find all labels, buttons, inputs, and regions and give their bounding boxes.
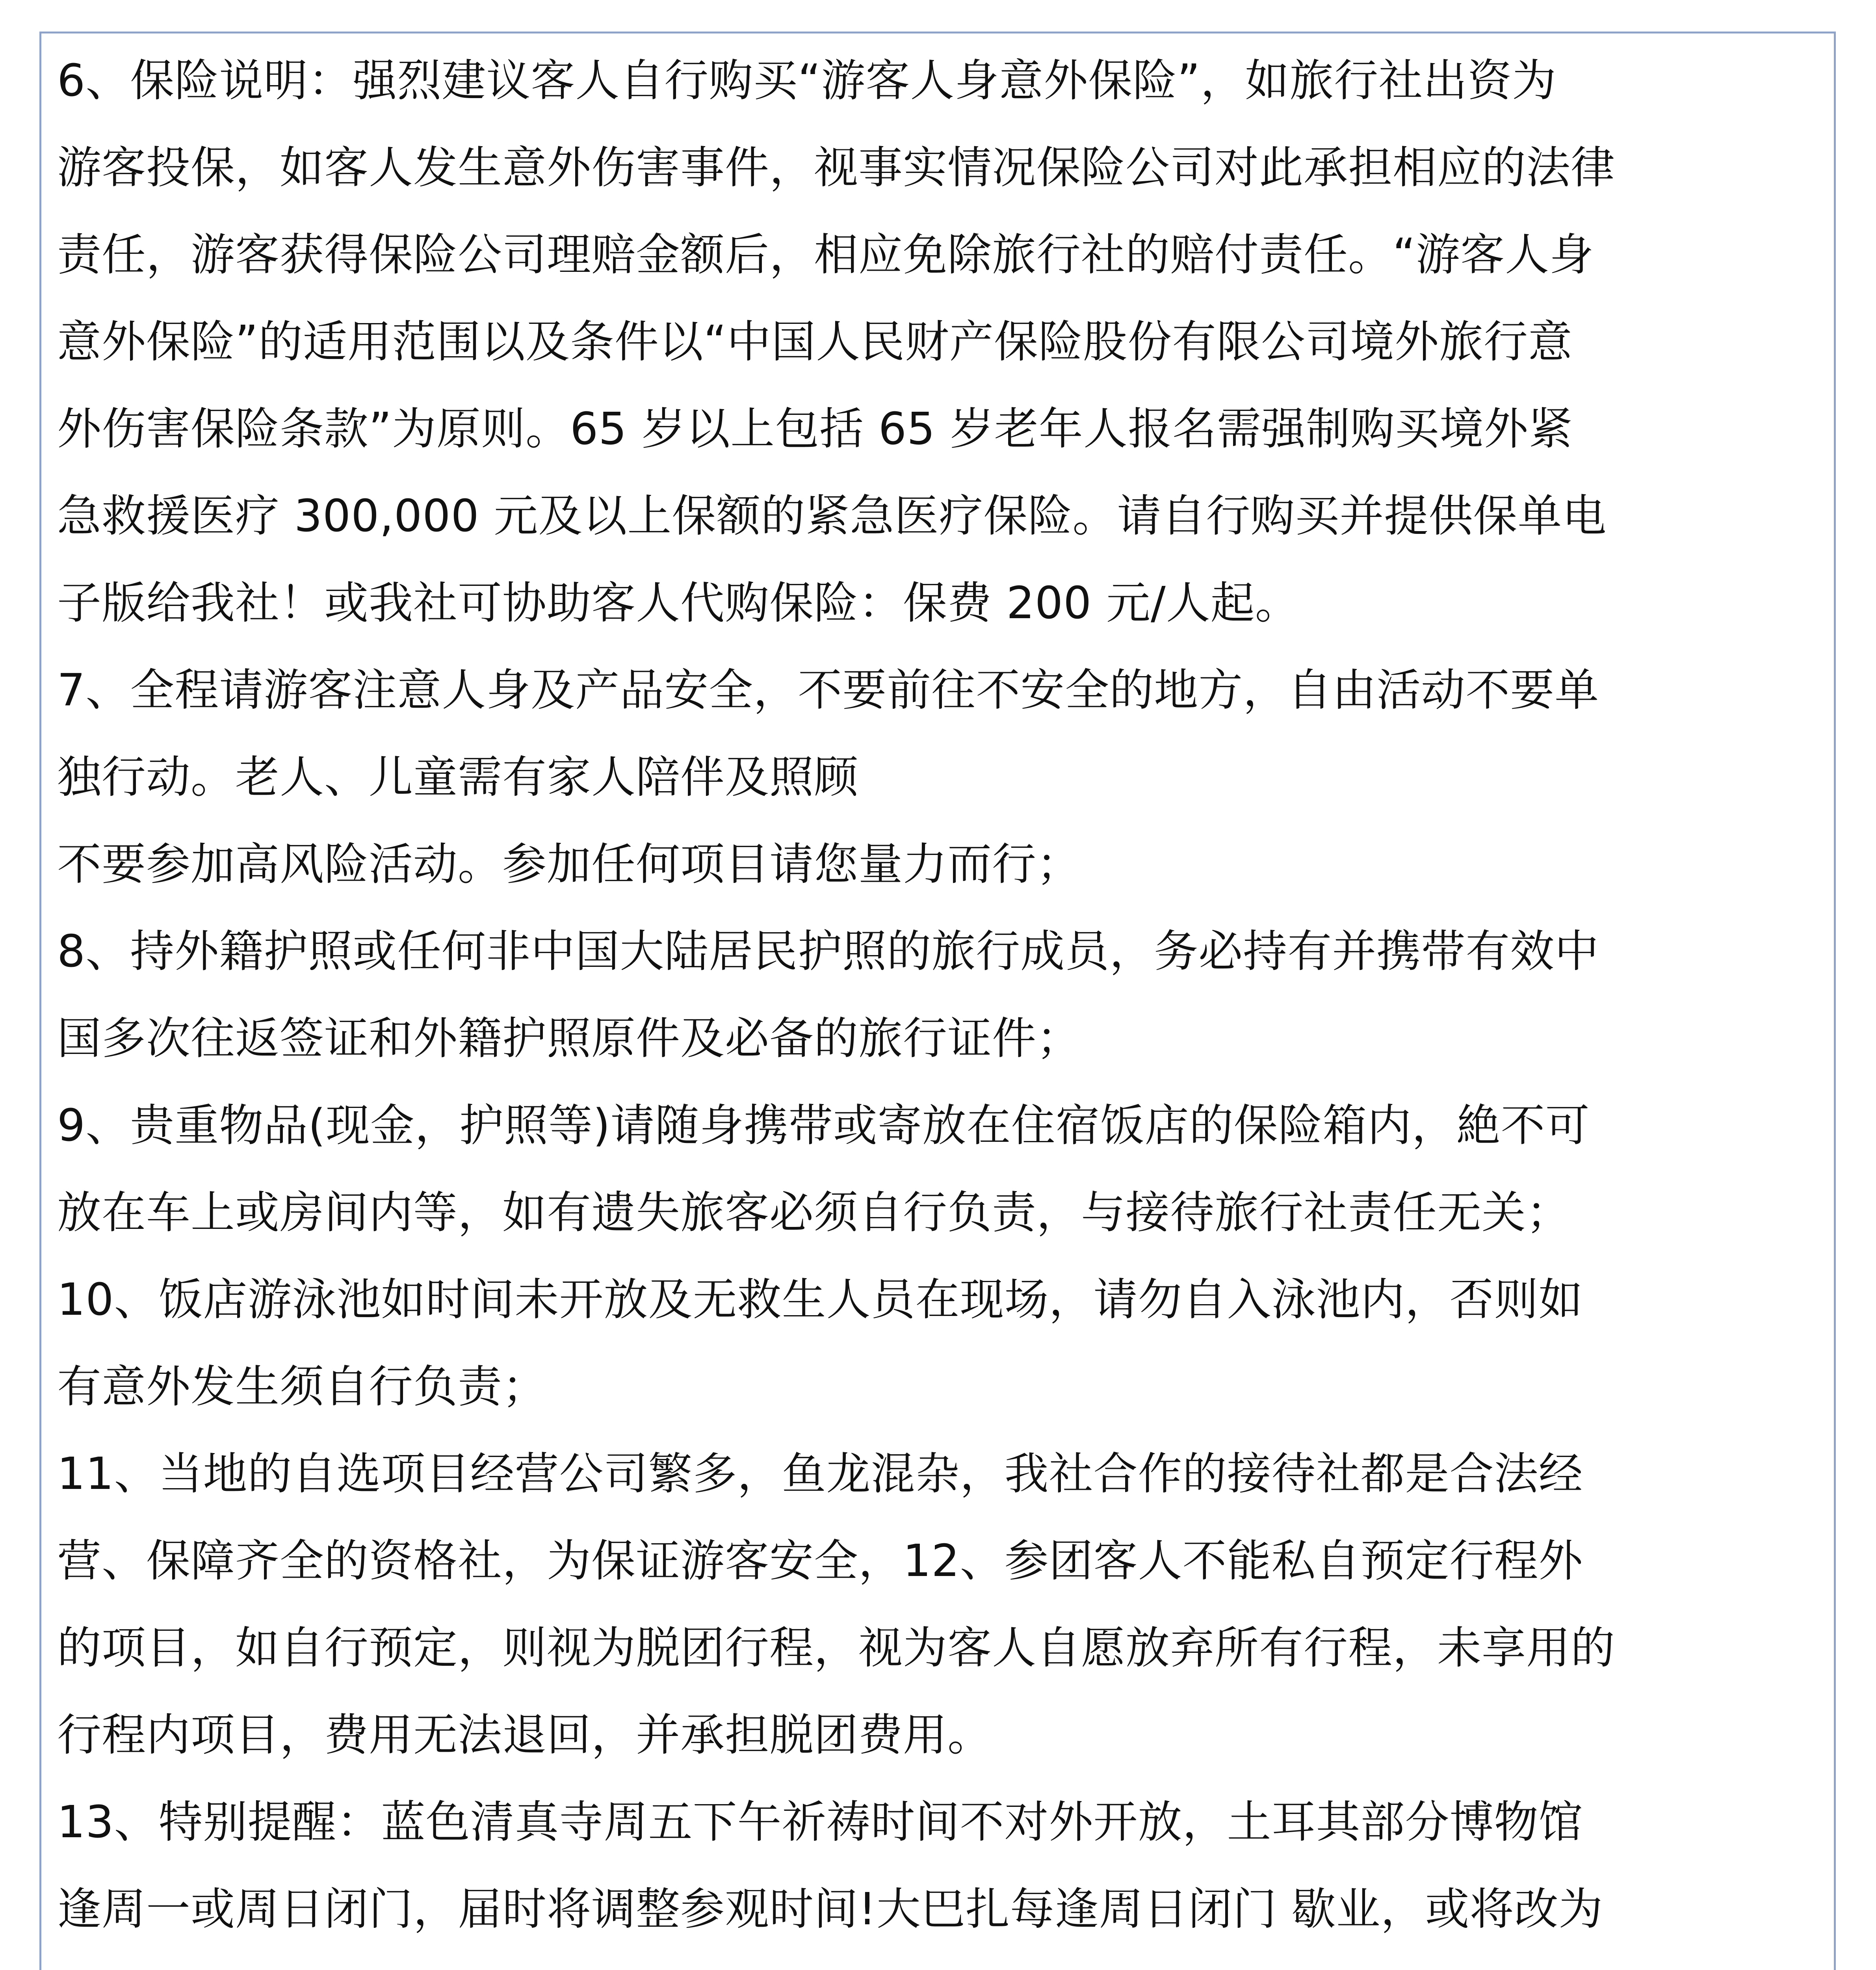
note-item-13: 13、特别提醒：蓝色清真寺周五下午祈祷时间不对外开放，土耳其部分博物馆 逢周一或周日闭门，届时将调整参观时间!大巴扎每逢周日闭门 歇业，或将改为 — [57, 1797, 1603, 1935]
note-item-7: 7、全程请游客注意人身及产品安全，不要前往不安全的地方，自由活动不要单 独行动。老人、儿童需有家人陪伴及照顾 不要参加高风险活动。参加任何项目请您量力而行； — [57, 665, 1599, 890]
note-item-6: 6、保险说明：强烈建议客人自行购买“游客人身意外保险”，如旅行社出资为 游客投保，如客人发生意外伤害事件，视事实情况保险公司对此承担相应的法律 责任，游客获得保险公司理赔金额后，相应免除旅行社的赔付责任。“游客人身 意外保险”的适用范围以及条件以“中国人民财产保险股份有限公司境外旅行意 外伤害保险条款”为原则。65 岁以上包括 65 岁老年人报名需强制购买境外紧 急救援医疗 300,000 元及以上保额的紧急医疗保险。请自行购买并提供保单电 子版给我社！或我社可协助客人代购保险：保费 200 元/人起。 — [57, 55, 1615, 629]
note-item-11: 11、当地的自选项目经营公司繁多，鱼龙混杂，我社合作的接待社都是合法经 营、保障齐全的资格社，为保证游客安全，12、参团客人不能私自预定行程外 的项目，如自行预定，则视为脱团行程，视为客人自愿放弃所有行程，未享用的 行程内项目，费用无法退回，并承担脱团费用。 — [57, 1448, 1615, 1761]
note-item-10: 10、饭店游泳池如时间未开放及无救生人员在现场，请勿自入泳池内，否则如 有意外发生须自行负责； — [57, 1274, 1583, 1412]
notes-section — [57, 37, 1816, 1970]
note-item-9: 9、贵重物品(现金，护照等)请随身携带或寄放在住宿饭店的保险箱内，絶不可 放在车上或房间内等，如有遗失旅客必须自行负责，与接待旅行社责任无关； — [57, 1100, 1590, 1238]
note-item-8: 8、持外籍护照或任何非中国大陆居民护照的旅行成员，务必持有并携带有效中 国多次往返签证和外籍护照原件及必备的旅行证件； — [57, 926, 1599, 1064]
